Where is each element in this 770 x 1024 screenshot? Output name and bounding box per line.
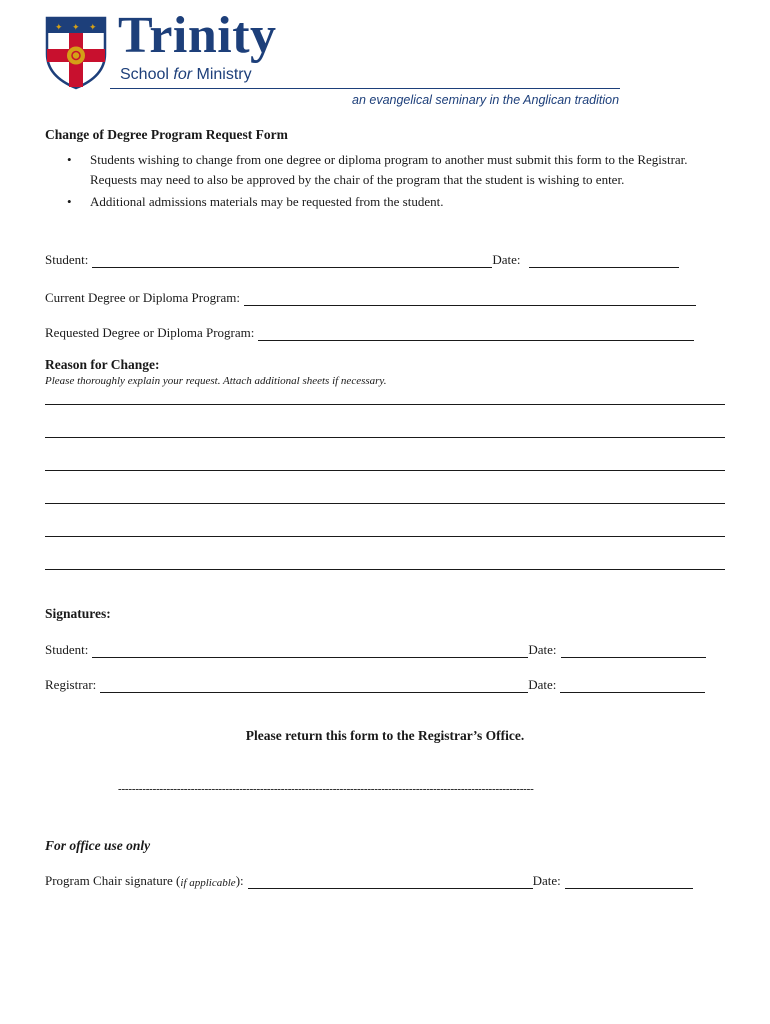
- form-title: Change of Degree Program Request Form: [45, 127, 288, 142]
- brand-sub-suffix: Ministry: [196, 66, 252, 83]
- current-program-field[interactable]: [244, 293, 696, 306]
- sig-student-date-label: Date:: [528, 642, 557, 657]
- program-chair-signature-field[interactable]: [248, 876, 533, 889]
- chair-date-label: Date:: [532, 873, 561, 888]
- svg-text:✦: ✦: [55, 23, 63, 33]
- instruction-text: Additional admissions materials may be requested from the student.: [90, 194, 444, 209]
- brand-name: Trinity: [118, 7, 277, 64]
- reason-line[interactable]: [45, 569, 725, 570]
- chair-label-suffix: ):: [235, 873, 244, 888]
- sig-registrar-label: Registrar:: [45, 677, 97, 692]
- header-divider: [110, 88, 620, 89]
- reason-line[interactable]: [45, 437, 725, 438]
- date-field[interactable]: [529, 255, 679, 268]
- reason-line[interactable]: [45, 404, 725, 405]
- instruction-text: Students wishing to change from one degree or diploma program to another must submit this form to the Registrar. Requests may need to also be approved by the chair of the program that the student is wishing to enter.: [90, 152, 688, 187]
- sig-student-row: [45, 642, 706, 658]
- office-use-heading: For office use only: [45, 838, 151, 853]
- chair-label-prefix: Program Chair signature (: [45, 873, 181, 888]
- student-signature-field[interactable]: [92, 645, 528, 658]
- reason-line[interactable]: [45, 503, 725, 504]
- sig-registrar-date-label: Date:: [528, 677, 557, 692]
- program-chair-row: [45, 873, 693, 889]
- requested-program-label: Requested Degree or Diploma Program:: [45, 325, 255, 340]
- sig-student-label: Student:: [45, 642, 89, 657]
- program-chair-date-field[interactable]: [565, 876, 693, 889]
- svg-text:✦: ✦: [89, 23, 97, 33]
- trinity-shield-logo: [45, 16, 107, 90]
- reason-heading: Reason for Change:: [45, 357, 160, 372]
- separator: ------------------------------------------------------------------------------------------------------------------------: [118, 783, 534, 795]
- tagline: an evangelical seminary in the Anglican tradition: [352, 93, 620, 107]
- brand-sub-for: for: [173, 66, 193, 83]
- reason-line[interactable]: [45, 536, 725, 537]
- student-name-field[interactable]: [92, 255, 492, 268]
- bullet-icon: •: [67, 194, 72, 209]
- list-item: [45, 150, 725, 190]
- requested-program-row: [45, 325, 694, 341]
- student-date-row: [45, 252, 679, 268]
- svg-text:✦: ✦: [72, 23, 80, 33]
- signatures-heading: Signatures:: [45, 606, 111, 621]
- registrar-signature-date-field[interactable]: [560, 680, 705, 693]
- brand-subtitle: [120, 66, 252, 84]
- student-signature-date-field[interactable]: [561, 645, 706, 658]
- student-label: Student:: [45, 252, 89, 267]
- chair-label-italic: if applicable: [180, 877, 236, 889]
- date-label: Date:: [492, 252, 521, 267]
- requested-program-field[interactable]: [258, 328, 694, 341]
- sig-registrar-row: [45, 677, 705, 693]
- brand-sub-prefix: School: [120, 66, 169, 83]
- current-program-row: [45, 290, 696, 306]
- registrar-signature-field[interactable]: [100, 680, 528, 693]
- return-note: Please return this form to the Registrar’s Office.: [245, 728, 525, 743]
- reason-hint: Please thoroughly explain your request. Attach additional sheets if necessary.: [45, 375, 387, 387]
- list-item: [45, 192, 725, 212]
- reason-line[interactable]: [45, 470, 725, 471]
- instruction-list: [45, 150, 725, 214]
- bullet-icon: •: [67, 152, 72, 167]
- current-program-label: Current Degree or Diploma Program:: [45, 290, 240, 305]
